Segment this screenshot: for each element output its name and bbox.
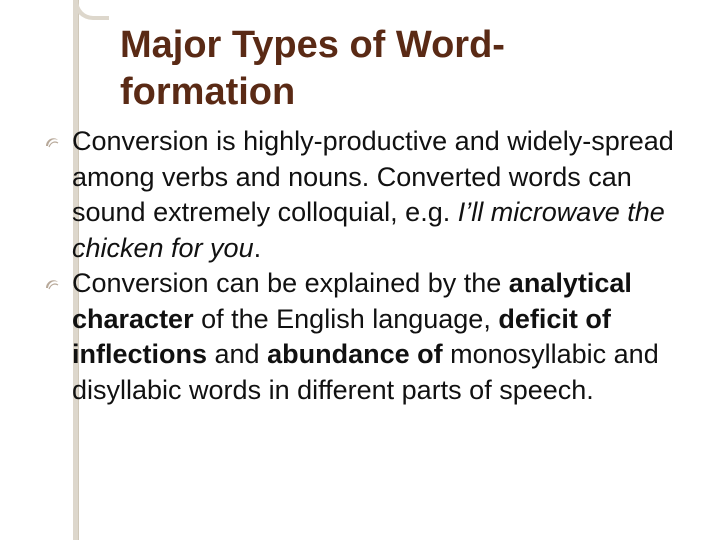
bullet-2-text-c: and: [207, 339, 268, 369]
bullet-2-term-analytical: analytical character: [72, 268, 632, 334]
bullet-1-end: .: [253, 232, 262, 263]
bullet-2-term-deficit: deficit of inflections: [72, 303, 611, 369]
bullet-2-term-abundance: abundance of: [267, 339, 443, 369]
swirl-bullet-icon: [44, 135, 60, 149]
bullet-1-example: I’ll microwave the chicken for you: [72, 197, 665, 263]
swirl-bullet-icon: [44, 277, 60, 291]
slide-body: [72, 124, 692, 408]
bullet-item-2: [72, 266, 692, 408]
slide-title: Major Types of Word-formation: [120, 24, 505, 113]
bullet-item-1: [72, 124, 692, 266]
bullet-2-text-a: Conversion can be explained by the: [72, 268, 509, 298]
bullet-1-text: Conversion is highly-productive and widely-spread among verbs and nouns. Converted words can sound extremely colloquial, e.g.: [72, 126, 674, 227]
bullet-2-text-d: monosyllabic and disyllabic words in different parts of speech.: [72, 339, 659, 405]
bullet-2-text-b: of the English language,: [193, 303, 499, 334]
